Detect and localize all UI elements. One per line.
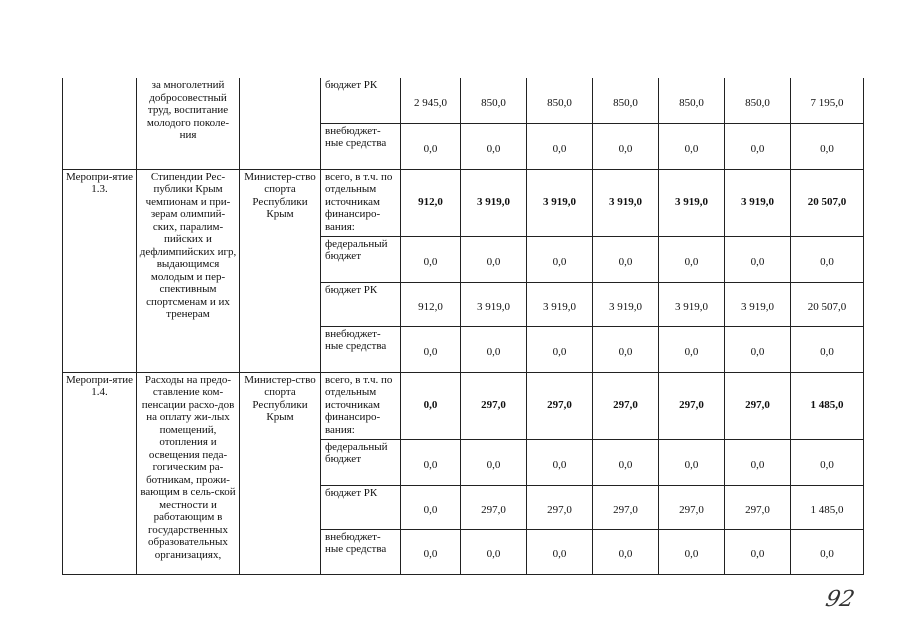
value-cell: 0,0	[593, 236, 659, 282]
value-cell: 912,0	[401, 169, 461, 236]
value-cell: 0,0	[401, 485, 461, 529]
measure-name-cell: Расходы на предо-ставление ком-пенсации расхо-дов на оплату жи-лых помещений, отопления и освещения педа-гогическим ра-ботникам, прожи-вающим в сель-ской местности и работающим в государственных образовательных организациях,	[137, 372, 240, 574]
value-cell: 0,0	[725, 123, 791, 169]
value-cell: 0,0	[725, 326, 791, 372]
value-cell-total: 20 507,0	[791, 282, 864, 326]
value-cell: 0,0	[527, 326, 593, 372]
table-row	[63, 372, 864, 439]
value-cell: 0,0	[461, 236, 527, 282]
value-cell: 0,0	[527, 529, 593, 574]
value-cell: 0,0	[461, 326, 527, 372]
value-cell: 297,0	[725, 372, 791, 439]
value-cell: 297,0	[461, 372, 527, 439]
value-cell: 0,0	[659, 529, 725, 574]
value-cell: 297,0	[461, 485, 527, 529]
value-cell: 297,0	[527, 485, 593, 529]
value-cell: 912,0	[401, 282, 461, 326]
value-cell: 297,0	[659, 372, 725, 439]
value-cell: 0,0	[401, 439, 461, 485]
value-cell: 0,0	[593, 439, 659, 485]
funding-source-cell: внебюджет-ные средства	[321, 123, 401, 169]
funding-source-cell: всего, в т.ч. по отдельным источникам финансиро-вания:	[321, 372, 401, 439]
value-cell: 0,0	[401, 236, 461, 282]
value-cell-total: 7 195,0	[791, 78, 864, 123]
value-cell: 297,0	[659, 485, 725, 529]
value-cell-total: 0,0	[791, 326, 864, 372]
value-cell: 850,0	[659, 78, 725, 123]
value-cell: 0,0	[401, 529, 461, 574]
value-cell: 0,0	[593, 529, 659, 574]
funding-source-cell: федеральный бюджет	[321, 236, 401, 282]
value-cell: 0,0	[401, 326, 461, 372]
measure-name-cell: Стипендии Рес-публики Крым чемпионам и при-зерам олимпий-ских, паралим-пийских и дефлимпийских игр, выдающимся молодым и пер-спективным спортсменам и их тренерам	[137, 169, 240, 372]
value-cell-total: 1 485,0	[791, 485, 864, 529]
value-cell: 0,0	[461, 123, 527, 169]
value-cell: 2 945,0	[401, 78, 461, 123]
value-cell: 297,0	[725, 485, 791, 529]
funding-source-cell: внебюджет-ные средства	[321, 529, 401, 574]
value-cell: 0,0	[593, 123, 659, 169]
value-cell: 850,0	[725, 78, 791, 123]
value-cell: 0,0	[461, 529, 527, 574]
funding-source-cell: бюджет РК	[321, 78, 401, 123]
funding-source-cell: бюджет РК	[321, 282, 401, 326]
value-cell-total: 0,0	[791, 439, 864, 485]
executor-cell	[240, 78, 321, 169]
value-cell-total: 0,0	[791, 236, 864, 282]
value-cell: 0,0	[725, 439, 791, 485]
value-cell: 0,0	[725, 236, 791, 282]
value-cell-total: 0,0	[791, 123, 864, 169]
value-cell-total: 20 507,0	[791, 169, 864, 236]
value-cell: 297,0	[527, 372, 593, 439]
value-cell: 3 919,0	[461, 282, 527, 326]
value-cell: 0,0	[725, 529, 791, 574]
executor-cell: Министер-ство спорта Республики Крым	[240, 372, 321, 574]
value-cell: 3 919,0	[527, 282, 593, 326]
value-cell: 3 919,0	[593, 169, 659, 236]
value-cell: 297,0	[593, 372, 659, 439]
value-cell: 850,0	[527, 78, 593, 123]
value-cell: 297,0	[593, 485, 659, 529]
value-cell: 0,0	[659, 439, 725, 485]
funding-source-cell: всего, в т.ч. по отдельным источникам финансиро-вания:	[321, 169, 401, 236]
value-cell-total: 0,0	[791, 529, 864, 574]
executor-cell: Министер-ство спорта Республики Крым	[240, 169, 321, 372]
value-cell: 0,0	[527, 236, 593, 282]
funding-source-cell: бюджет РК	[321, 485, 401, 529]
value-cell: 3 919,0	[725, 282, 791, 326]
table-row	[63, 78, 864, 123]
value-cell: 3 919,0	[593, 282, 659, 326]
value-cell: 0,0	[659, 123, 725, 169]
value-cell: 0,0	[659, 236, 725, 282]
table-row	[63, 169, 864, 236]
value-cell: 3 919,0	[461, 169, 527, 236]
value-cell: 0,0	[401, 372, 461, 439]
measure-code-cell: Меропри-ятие 1.4.	[63, 372, 137, 574]
value-cell: 3 919,0	[659, 169, 725, 236]
value-cell: 850,0	[593, 78, 659, 123]
funding-source-cell: внебюджет-ные средства	[321, 326, 401, 372]
value-cell-total: 1 485,0	[791, 372, 864, 439]
measure-name-cell: за многолетний добросовестный труд, воспитание молодого поколе-ния	[137, 78, 240, 169]
value-cell: 0,0	[659, 326, 725, 372]
value-cell: 0,0	[593, 326, 659, 372]
measure-code-cell: Меропри-ятие 1.3.	[63, 169, 137, 372]
value-cell: 0,0	[401, 123, 461, 169]
handwritten-page-number: 92	[823, 587, 857, 612]
value-cell: 0,0	[461, 439, 527, 485]
value-cell: 3 919,0	[527, 169, 593, 236]
value-cell: 3 919,0	[725, 169, 791, 236]
value-cell: 3 919,0	[659, 282, 725, 326]
budget-table	[62, 78, 864, 575]
measure-code-cell	[63, 78, 137, 169]
value-cell: 0,0	[527, 439, 593, 485]
value-cell: 0,0	[527, 123, 593, 169]
value-cell: 850,0	[461, 78, 527, 123]
funding-source-cell: федеральный бюджет	[321, 439, 401, 485]
